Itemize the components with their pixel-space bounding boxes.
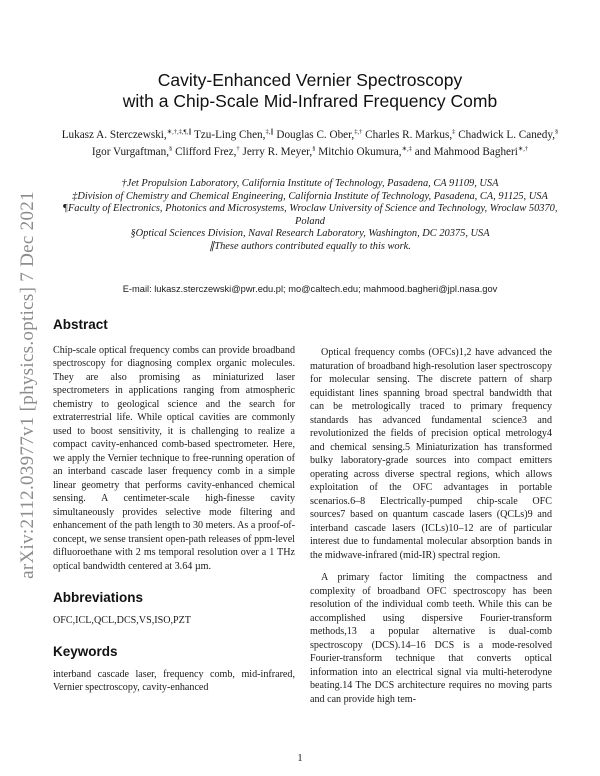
affiliation-jpl: †Jet Propulsion Laboratory, California Institute of Technology, Pasadena, CA 91109, USA <box>121 178 499 189</box>
author: Douglas C. Ober,‡,† <box>276 128 363 141</box>
left-column <box>53 318 295 695</box>
paper-title <box>60 70 560 112</box>
keywords-heading: Keywords <box>53 644 118 659</box>
email-line: E-mail: lukasz.sterczewski@pwr.edu.pl; mo@caltech.edu; mahmood.bagheri@jpl.nasa.gov <box>122 284 498 294</box>
author: and Mahmood Bagheri∗,† <box>414 145 529 158</box>
author: Lukasz A. Sterczewski,∗,†,‡,¶,∥ <box>61 128 192 141</box>
abbreviations-text: OFC,ICL,QCL,DCS,VS,ISO,PZT <box>53 614 191 626</box>
intro-paragraph: Optical frequency combs (OFCs)1,2 have advanced the maturation of broadband high-resolution laser spectroscopy for molecular sensing. The discrete pattern of sharp equidistant lines spanning broad spectral bandwidth that can be metrologically traced to primary frequency standards has advanced fundamental science3 and revolutionized the fields of precision optical metrology4 and chemical sensing.5 Miniaturization has transformed bulky laboratory-grade sources into compact emitters operating across diverse spectral regions, which allows exploitation of the OFC advantages in portable scenarios.6–8 Electrically-pumped chip-scale OFC sources7 based on quantum cascade lasers (QCLs)9 and interband cascade lasers (ICLs)10–12 are of particular interest due to fundamental molecular absorption bands in the midwave-infrared (mid-IR) spectral region. <box>310 347 552 561</box>
abbreviations-heading: Abbreviations <box>53 590 144 605</box>
abstract-heading: Abstract <box>53 317 108 332</box>
author: Tzu-Ling Chen,‡,∥ <box>193 128 274 141</box>
arxiv-stamp-text: arXiv:2112.03977v1 [physics.optics] 7 Dec 2021 <box>17 191 39 579</box>
author: Chadwick L. Canedy,§ <box>458 128 559 141</box>
author: Mitchio Okumura,∗,‡ <box>318 145 412 158</box>
author: Jerry R. Meyer,§ <box>242 145 316 158</box>
author: Clifford Frez,† <box>175 145 240 158</box>
intro-paragraph: A primary factor limiting the compactness and complexity of broadband OFC spectroscopy has been resolution of the individual comb teeth. While this can be accomplished using dispersive Fourier-transform methods,13 a popular alternative is dual-comb spectroscopy (DCS).14–16 DCS is a mode-resolved Fourier-transform technique that converts optical information into an electrical signal via multi-heterodyne beating.14 The DCS architecture requires no moving parts and can provide high tem- <box>310 572 552 705</box>
affiliation-wroclaw: ¶Faculty of Electronics, Photonics and Microsystems, Wroclaw University of Science and Technology, Wroclaw 50370, Poland <box>62 203 558 227</box>
affiliations <box>60 178 560 254</box>
abstract-text: Chip-scale optical frequency combs can provide broadband spectroscopy for diagnosing complex organic molecules. They are also promising as miniaturized laser spectrometers in applications ranging from atmospheric chemistry to geological science and the search for extraterrestrial life. While optical cavities are commonly used to boost sensitivity, it is challenging to realize a compact cavity-enhanced comb-based spectrometer. Here, we apply the Vernier technique to free-running operation of an interband cascade laser frequency comb in a simple linear geometry that performs cavity-enhanced chemical sensing. A centimeter-scale high-finesse cavity simultaneously provides selective mode filtering and enhancement of the path length to 30 meters. As a proof-of-concept, we sense transient open-path releases of ppm-level difluoroethane with 2 ms temporal resolution over a 1 THz optical bandwidth centered at 3.64 µm. <box>53 344 295 572</box>
arxiv-stamp <box>14 175 42 595</box>
keywords-text: interband cascade laser, frequency comb, mid-infrared, Vernier spectroscopy, cavity-enhanced <box>53 668 295 693</box>
title-line-2: with a Chip-Scale Mid-Infrared Frequency Comb <box>122 91 498 111</box>
author: Charles R. Markus,‡ <box>365 128 456 141</box>
author: Igor Vurgaftman,§ <box>91 145 173 158</box>
affiliation-nrl: §Optical Sciences Division, Naval Research Laboratory, Washington, DC 20375, USA <box>130 228 490 240</box>
right-column <box>310 346 552 706</box>
equal-contribution-note: ∥These authors contributed equally to this work. <box>209 240 411 252</box>
page-number: 1 <box>297 753 303 764</box>
title-line-1: Cavity-Enhanced Vernier Spectroscopy <box>157 70 463 90</box>
affiliation-caltech: ‡Division of Chemistry and Chemical Engineering, California Institute of Technology, Pasadena, CA, 91125, USA <box>72 190 548 202</box>
author-list <box>60 125 560 159</box>
